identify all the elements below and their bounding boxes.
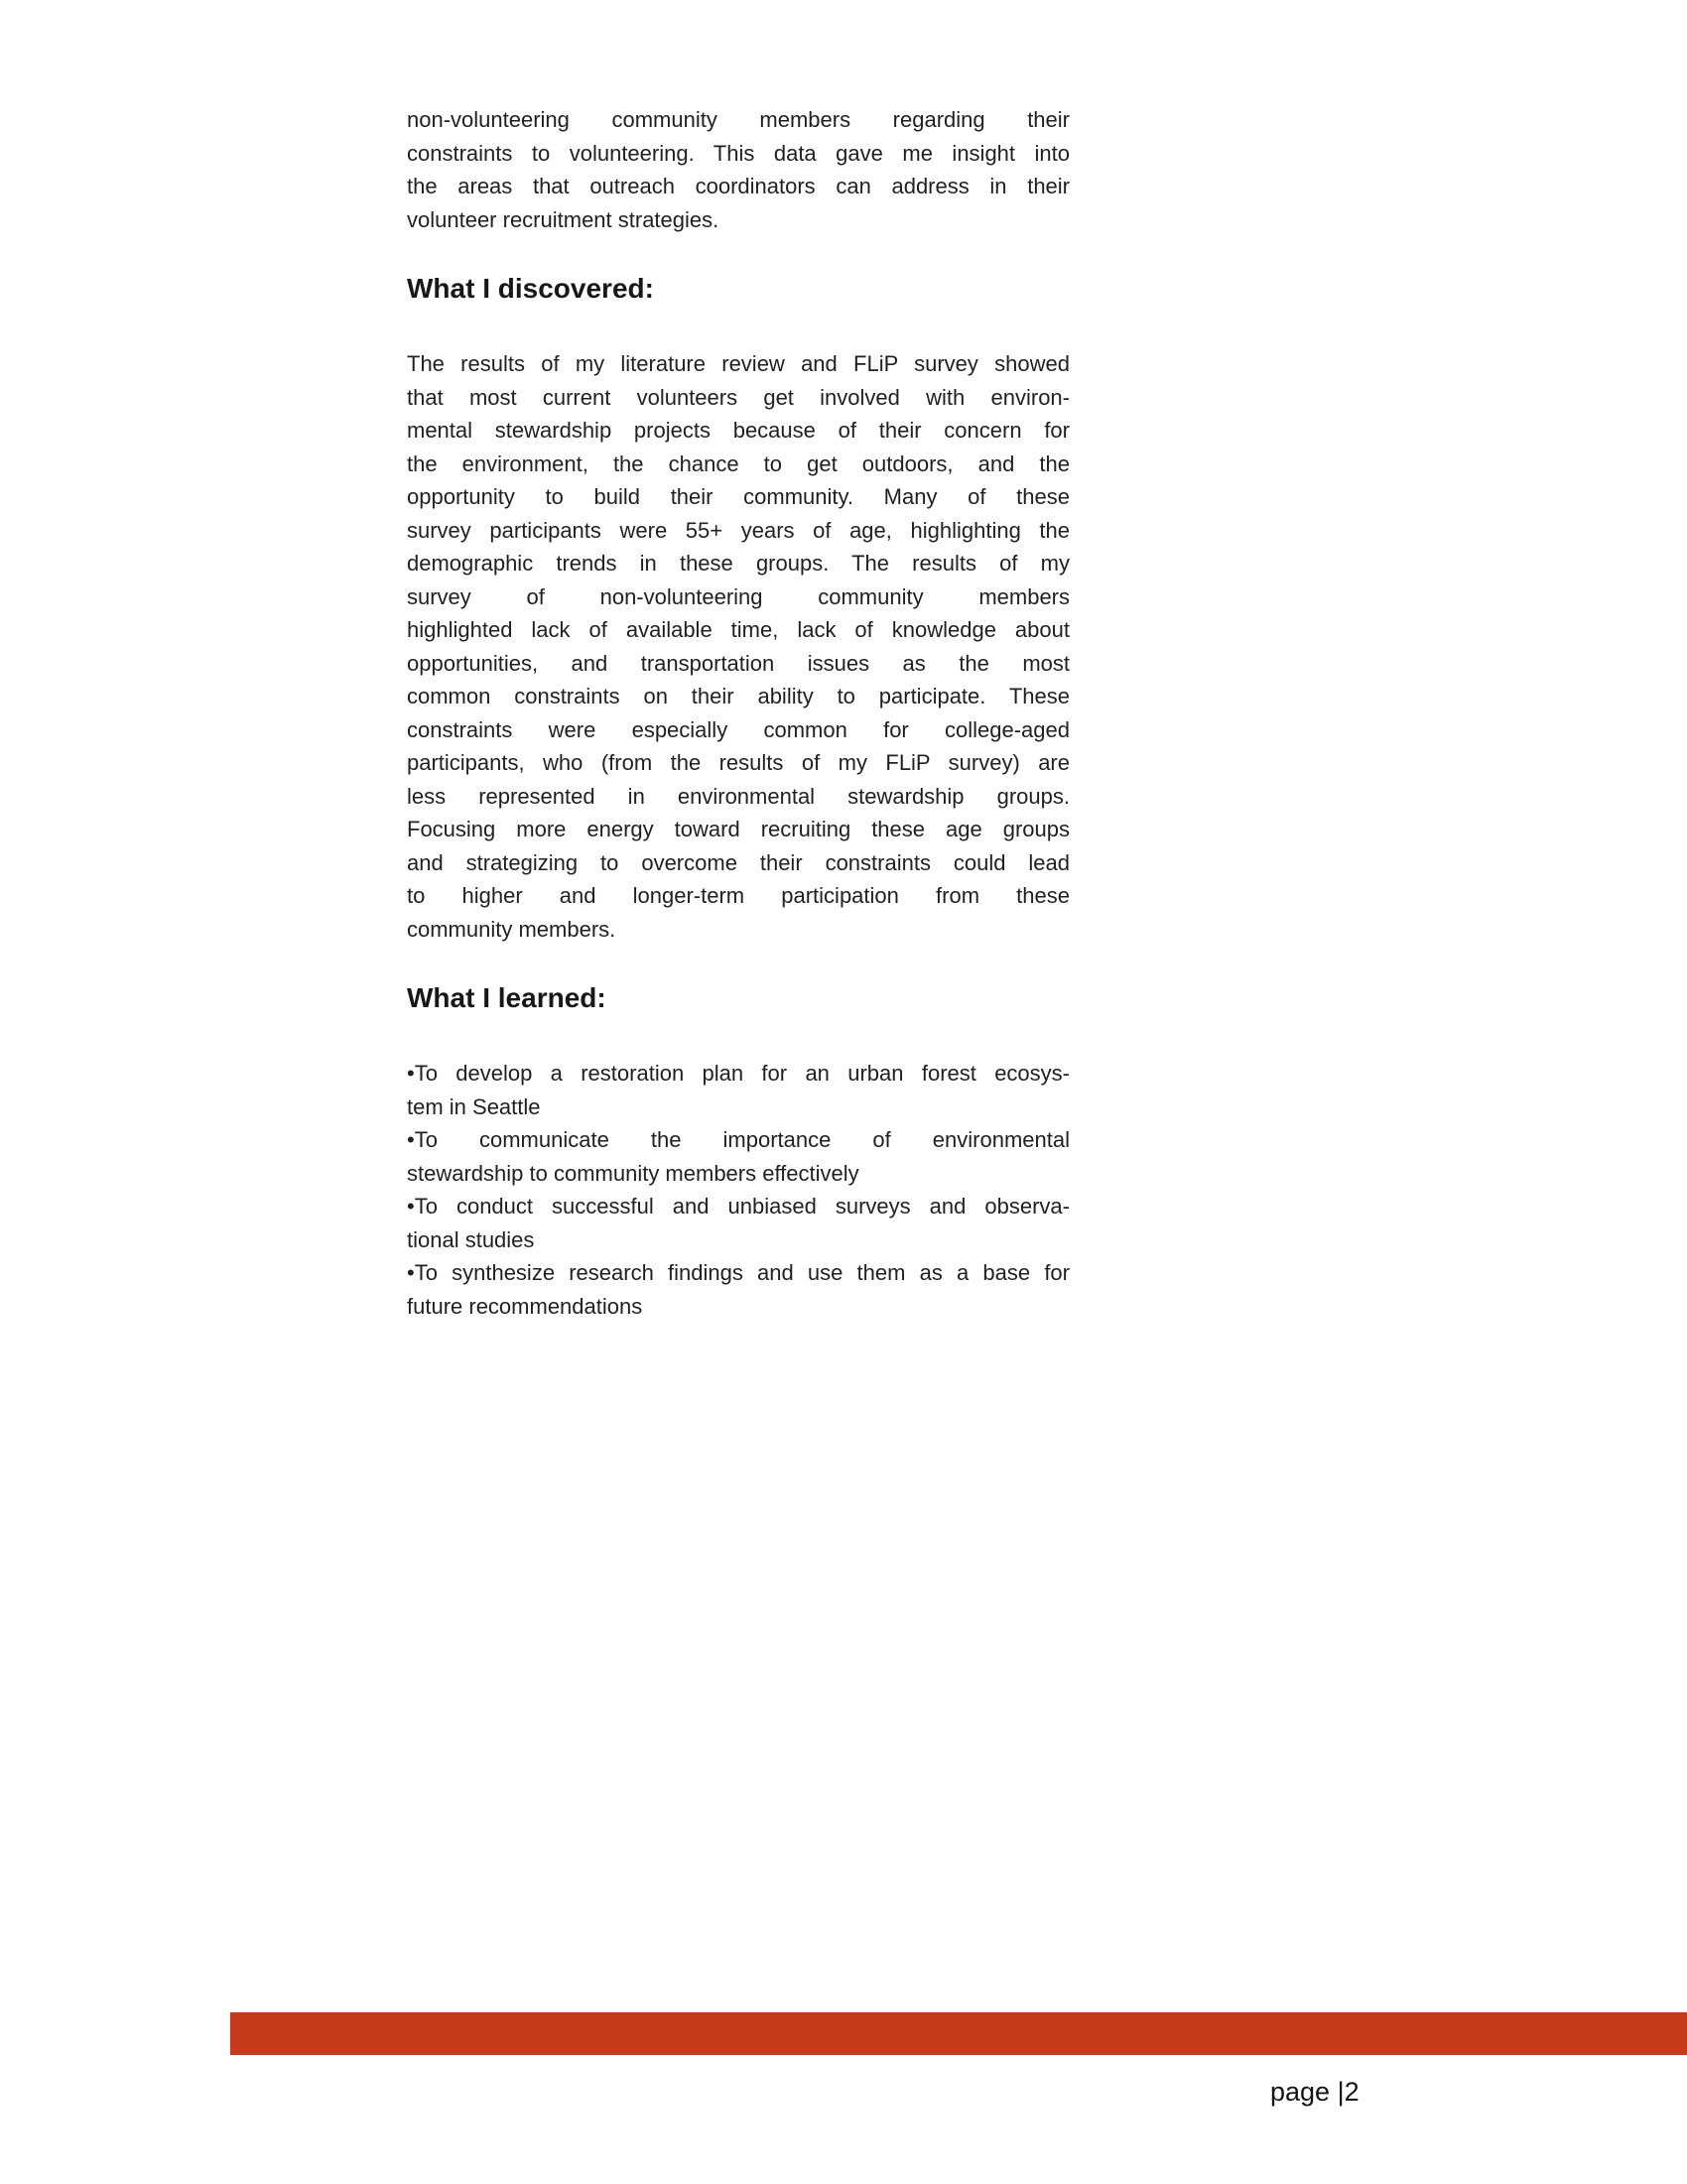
bullet-line: •To communicate the importance of environmental <box>407 1127 1070 1152</box>
paragraph-line: constraints were especially common for college-aged <box>407 716 1070 742</box>
paragraph-line: mental stewardship projects because of their concern for <box>407 418 1070 443</box>
paragraph-line: Focusing more energy toward recruiting these age groups <box>407 817 1070 841</box>
paragraph-line: constraints to volunteering. This data gave me insight into <box>407 140 1070 166</box>
paragraph-line: survey of non-volunteering community members <box>407 583 1070 609</box>
bullet-line: •To develop a restoration plan for an urban forest ecosys- <box>407 1061 1070 1086</box>
paragraph-line: less represented in environmental stewardship groups. <box>407 783 1070 809</box>
paragraph-line: volunteer recruitment strategies. <box>407 206 719 232</box>
paragraph-line: The results of my literature review and FLiP survey showed <box>407 351 1070 376</box>
learned-bullet-list <box>407 1057 1070 1323</box>
bullet-line: stewardship to community members effectively <box>407 1160 859 1186</box>
text-column <box>407 103 1070 1323</box>
learned-heading: What I learned: <box>407 982 606 1013</box>
paragraph-line: common constraints on their ability to participate. These <box>407 684 1070 708</box>
paragraph-line: opportunity to build their community. Many of these <box>407 484 1070 509</box>
paragraph-line: and strategizing to overcome their constraints could lead <box>407 849 1070 875</box>
paragraph-line: demographic trends in these groups. The results of my <box>407 551 1070 576</box>
paragraph-line: that most current volunteers get involved with environ- <box>407 384 1070 410</box>
paragraph-line: opportunities, and transportation issues as the most <box>407 650 1070 676</box>
bullet-line: future recommendations <box>407 1293 643 1319</box>
paragraph-line: the areas that outreach coordinators can address in their <box>407 174 1070 198</box>
intro-paragraph <box>407 103 1070 236</box>
bullet-line: tional studies <box>407 1226 535 1252</box>
paragraph-line: community members. <box>407 916 616 942</box>
bullet-line: tem in Seattle <box>407 1093 541 1119</box>
discovered-heading: What I discovered: <box>407 273 654 304</box>
footer-accent-bar <box>230 2012 1687 2055</box>
bullet-line: •To conduct successful and unbiased surveys and observa- <box>407 1194 1070 1219</box>
paragraph-line: survey participants were 55+ years of age, highlighting the <box>407 517 1070 543</box>
bullet-line: •To synthesize research findings and use them as a base for <box>407 1260 1070 1285</box>
paragraph-line: to higher and longer-term participation from these <box>407 883 1070 908</box>
page-number: page |2 <box>1270 2077 1360 2107</box>
discovered-paragraph <box>407 347 1070 946</box>
paragraph-line: the environment, the chance to get outdoors, and the <box>407 450 1070 476</box>
paragraph-line: highlighted lack of available time, lack of knowledge about <box>407 617 1070 642</box>
paragraph-line: non-volunteering community members regarding their <box>407 107 1070 132</box>
paragraph-line: participants, who (from the results of my FLiP survey) are <box>407 750 1070 775</box>
